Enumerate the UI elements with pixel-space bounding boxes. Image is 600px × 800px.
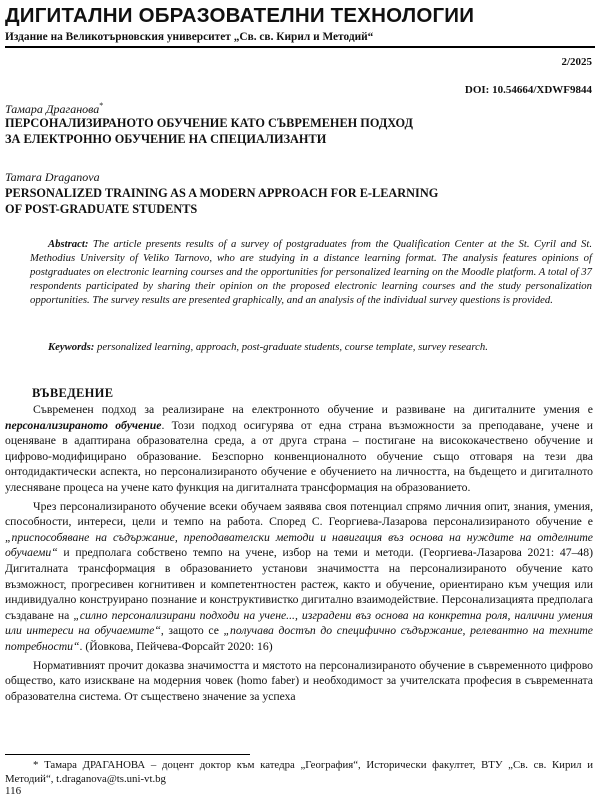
issue-number: 2/2025 xyxy=(561,56,592,68)
article-title-bg-line1: ПЕРСОНАЛИЗИРАНОТО ОБУЧЕНИЕ КАТО СЪВРЕМЕНЕН ПОДХОД xyxy=(5,116,413,130)
article-title-bg xyxy=(5,115,595,147)
keywords xyxy=(30,340,592,354)
p2-quote-1: „приспособяване на съдържание, преподавателски методи и навигация въз основа на нуждите на отделните обучаеми“ xyxy=(5,530,593,560)
p2-text-c: , защото се xyxy=(160,624,224,638)
paragraph-1 xyxy=(5,402,593,496)
page-number: 116 xyxy=(5,785,22,797)
p2-quote-2: „силно персонализирани подходи на учене..., изградени въз основа на конкретна роля, налични умения или интереси на обучаемите“ xyxy=(5,608,593,638)
author-name-en: Tamara Draganova xyxy=(5,170,100,184)
header-rule xyxy=(5,46,595,48)
footnote-mark: * xyxy=(33,759,39,771)
keywords-text: personalized learning, approach, post-graduate students, course template, survey research. xyxy=(96,341,488,353)
author-footnote-mark: * xyxy=(99,101,104,110)
section-heading-introduction: ВЪВЕДЕНИЕ xyxy=(32,386,114,400)
abstract-label: Abstract: xyxy=(48,238,89,250)
abstract-text: The article presents results of a survey of postgraduates from the Qualification Center at the St. Cyril and St. Methodius University of Veliko Tarnovo, who are studying in a distance learning format. The analysis features opinions of postgraduates on electronic learning courses and the opportunities for personalized learning on the Moodle platform. A total of 37 respondents participated by sharing their opinion on the proposed electronic learning courses and the study personalization opportunities. The survey results are presented graphically, and an analysis of the individual survey questions is provided. xyxy=(30,238,593,307)
paragraph-3: Нормативният прочит доказва значимостта и мястото на персонализираното обучение в съвременното цифрово общество, като изискване на модерния човек (homo faber) и необходимост за учителската професия в съвременната образователна система. От съществено значение за успеха xyxy=(5,658,593,703)
paragraph-2 xyxy=(5,499,593,655)
p2-text-b: и предполага собствено темпо на учене, избор на теми и методи. (Георгиева-Лазарова 2021: 47–48) Дигиталната трансформация в образованието установи значимостта на персонализираното обучение като възможност, прогресивен когнитивен и компетентностен растеж, както и обучение, ориентирано към учещия или индивидуално конструирано познание и конструктивистко дигитално взаимодействие. Персонализацията предполага създаване на xyxy=(5,546,593,622)
article-title-en xyxy=(5,185,595,217)
p1-text-b: . Този подход осигурява от една страна възможности за преподаване, учене и оценяване в адаптирана образователна среда, а от друга страна – постигане на висококачествено обучение и цифрово-модифицирано образование. Безспорно конвенционалното обучение също отговаря на тези два онтодидактически аспекта, но персонализираното обучение е обучението на личността, на бъдещето и дигиталното улесняване процеса на учене като функция на дигиталната трансформация на образованието. xyxy=(5,418,594,494)
footnote-text: Тамара ДРАГАНОВА – доцент доктор към катедра „География“, Исторически факултет, ВТУ „Св. св. Кирил и Методий“, t.draganova@ts.uni-vt.bg xyxy=(5,759,593,785)
p1-text-a: Съвременен подход за реализиране на електронното обучение и развиване на дигиталните умения е xyxy=(33,403,593,416)
journal-title: ДИГИТАЛНИ ОБРАЗОВАТЕЛНИ ТЕХНОЛОГИИ xyxy=(5,4,475,27)
article-title-bg-line2: ЗА ЕЛЕКТРОННО ОБУЧЕНИЕ НА СПЕЦИАЛИЗАНТИ xyxy=(5,132,327,146)
p2-text-a: Чрез персонализираното обучение всеки обучаем заявява своя потенциал спрямо личния опит, знания, умения, способности, интереси, цели и темпо на работа. Според С. Георгиева-Лазарова персонализираното обучение е xyxy=(5,499,593,529)
keywords-label: Keywords: xyxy=(48,341,95,353)
footnote-rule xyxy=(5,754,250,755)
publisher-line: Издание на Великотърновския университет „Св. св. Кирил и Методий“ xyxy=(5,31,374,43)
article-title-en-line2: OF POST-GRADUATE STUDENTS xyxy=(5,202,198,216)
article-title-en-line1: PERSONALIZED TRAINING AS A MODERN APPROACH FOR E-LEARNING xyxy=(5,186,439,200)
author-name-bg-text: Тамара Драганова xyxy=(5,102,100,116)
p1-key-term: персонализираното обучение xyxy=(5,418,162,432)
abstract xyxy=(30,237,592,307)
doi: DOI: 10.54664/XDWF9844 xyxy=(464,84,592,96)
p2-quote-3: „получава достъп до специфично съдържание, релевантно на техните потребности“ xyxy=(5,624,593,653)
p2-text-d: . (Йовкова, Пейчева-Форсайт 2020: 16) xyxy=(79,639,273,653)
footnote xyxy=(5,758,593,786)
body-text xyxy=(5,402,593,704)
